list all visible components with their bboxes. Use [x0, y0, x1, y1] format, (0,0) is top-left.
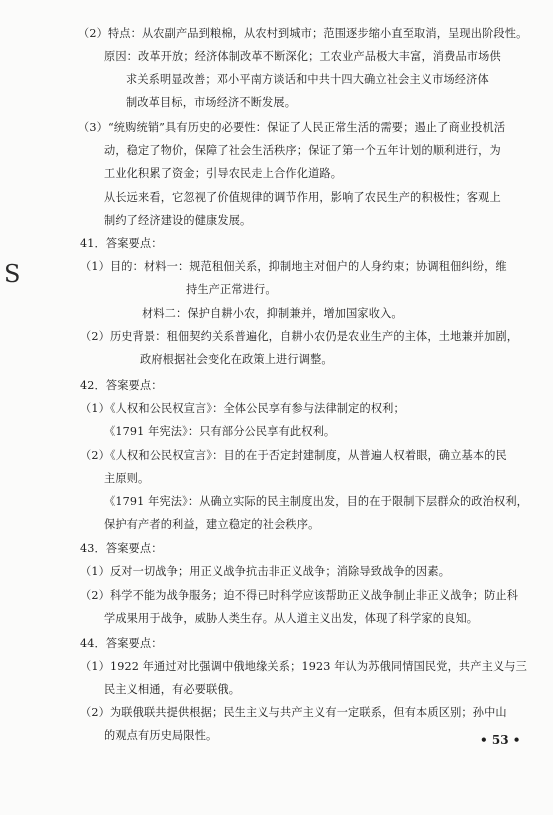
text-line: （2）《人权和公民权宣言》：目的在于否定封建制度，从普遍人权着眼，确立基本的民 — [80, 449, 507, 462]
text-line: 持生产正常进行。 — [186, 283, 277, 296]
page-number: • 53 • — [480, 733, 521, 747]
text-line: 民主义相通，有必要联俄。 — [104, 683, 241, 696]
text-line: 制约了经济建设的健康发展。 — [104, 214, 252, 227]
text-line: （2）科学不能为战争服务；迫不得已时科学应该帮助正义战争制止非正义战争；防止科 — [80, 589, 519, 602]
text-line: 政府根据社会变化在政策上进行调整。 — [140, 353, 333, 366]
text-line: 动，稳定了物价，保障了社会生活秩序；保证了第一个五年计划的顺利进行，为 — [104, 144, 501, 157]
text-line: 学成果用于战争，威胁人类生存。从人道主义出发，体现了科学家的良知。 — [104, 612, 479, 625]
text-line: （1）反对一切战争；用正义战争抗击非正义战争；消除导致战争的因素。 — [80, 565, 451, 578]
text-line: （2）历史背景：租佃契约关系普遍化，自耕小农仍是农业生产的主体，土地兼并加剧， — [80, 330, 519, 343]
section-heading: 42．答案要点： — [80, 379, 163, 392]
text-line: 从长远来看，它忽视了价值规律的调节作用，影响了农民生产的积极性；客观上 — [104, 191, 501, 204]
text-line: 材料二：保护自耕小农，抑制兼并，增加国家收入。 — [142, 307, 403, 320]
text-line: 工业化积累了资金；引导农民走上合作化道路。 — [104, 167, 343, 180]
text-line: （1）目的：材料一：规范租佃关系，抑制地主对佃户的人身约束；协调租佃纠纷，维 — [80, 260, 507, 273]
text-line: （2）特点：从农副产品到粮棉，从农村到城市；范围逐步缩小直至取消，呈现出阶段性。 — [78, 27, 528, 40]
text-line: 制改革目标，市场经济不断发展。 — [126, 96, 297, 109]
text-line: （3）“统购统销”具有历史的必要性：保证了人民正常生活的需要；遏止了商业投机活 — [78, 121, 506, 134]
text-line: 求关系明显改善；邓小平南方谈话和中共十四大确立社会主义市场经济体 — [126, 73, 489, 86]
text-line: （1）《人权和公民权宣言》：全体公民享有参与法律制定的权利； — [80, 402, 405, 415]
section-heading: 44．答案要点： — [80, 637, 163, 650]
text-line: 主原则。 — [104, 472, 150, 485]
section-heading: 41．答案要点： — [80, 237, 163, 250]
text-line: （1）1922 年通过对比强调中俄地缘关系；1923 年认为苏俄同情国民党，共产主义与三 — [80, 660, 527, 673]
text-line: 的观点有历史局限性。 — [104, 729, 218, 742]
text-line: 原因：改革开放；经济体制改革不断深化；工农业产品极大丰富，消费品市场供 — [104, 50, 501, 63]
section-heading: 43．答案要点： — [80, 542, 163, 555]
margin-handwritten-mark: S — [4, 260, 21, 288]
text-line: 《1791 年宪法》：从确立实际的民主制度出发，目的在于限制下层群众的政治权利， — [104, 495, 528, 508]
text-line: （2）为联俄联共提供根据；民生主义与共产主义有一定联系，但有本质区别；孙中山 — [80, 706, 507, 719]
text-line: 《1791 年宪法》：只有部分公民享有此权利。 — [104, 425, 336, 438]
text-line: 保护有产者的利益，建立稳定的社会秩序。 — [104, 518, 320, 531]
